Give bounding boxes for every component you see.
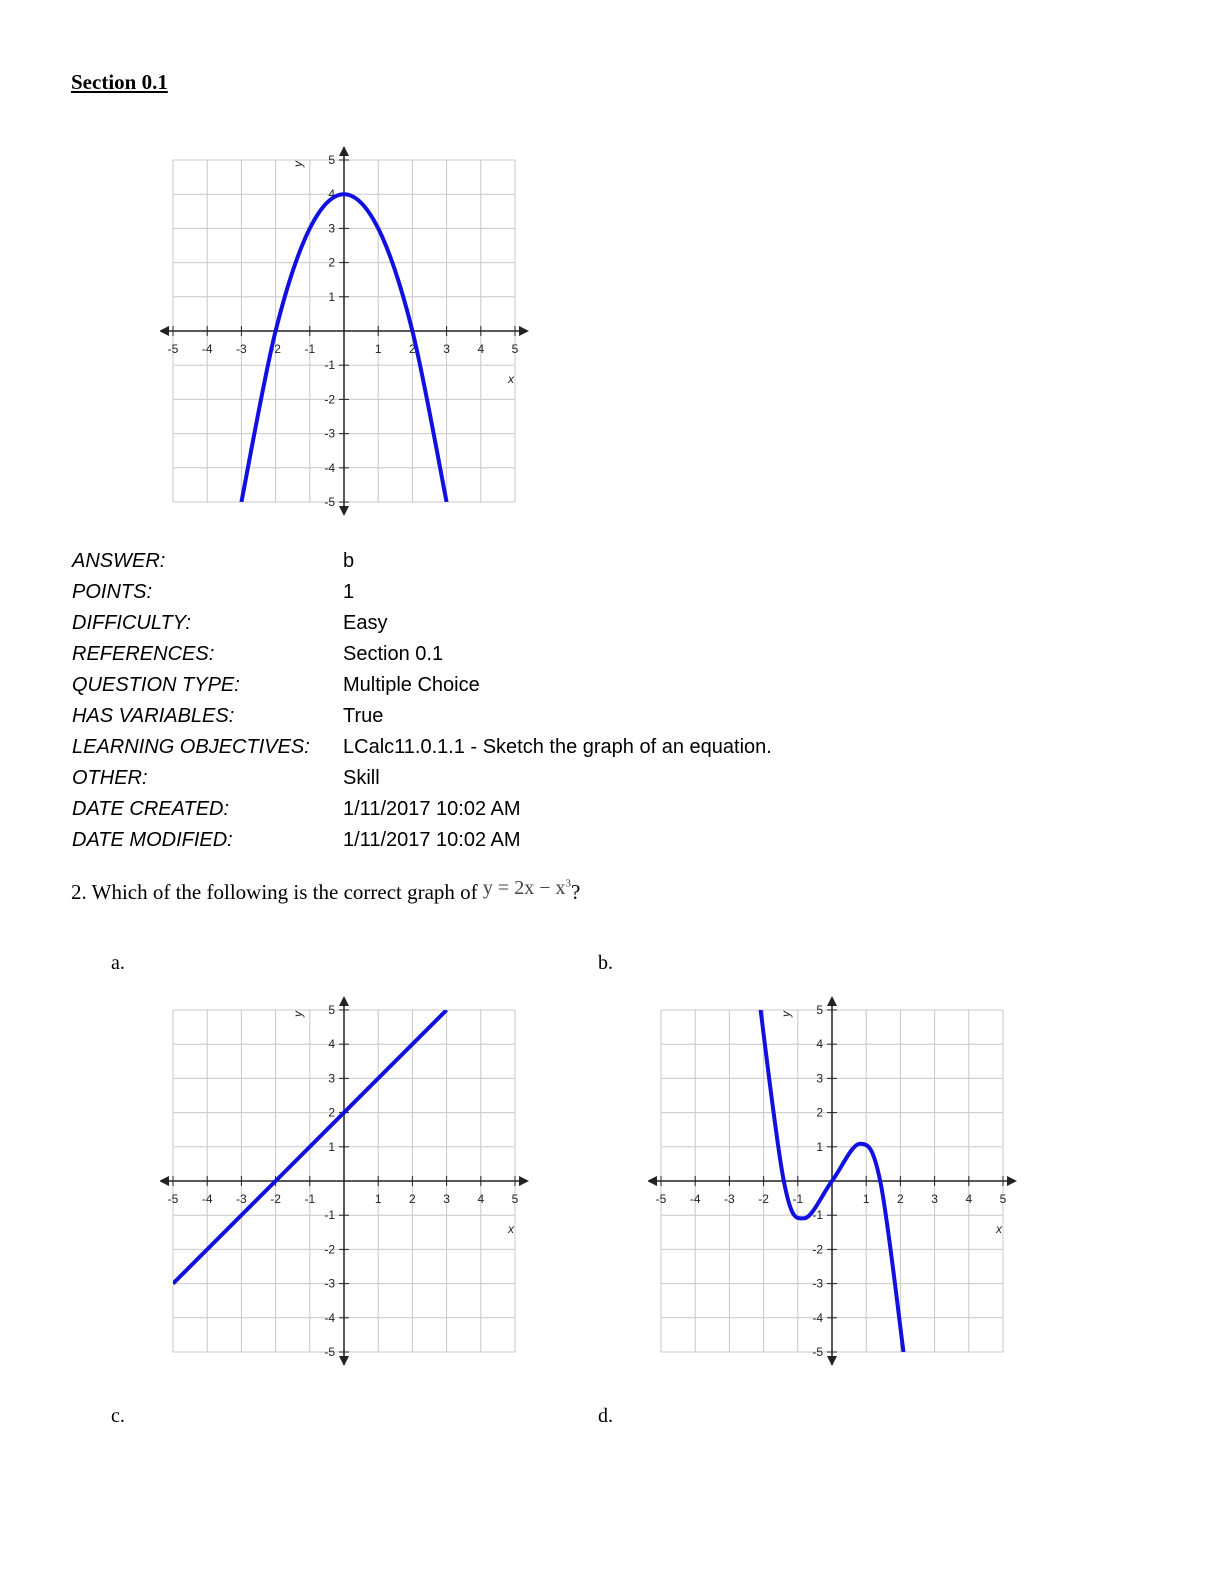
x-tick-label: 5 <box>999 1192 1007 1206</box>
y-tick-label: -4 <box>324 1310 335 1325</box>
option-c-label[interactable]: c. <box>111 1405 125 1427</box>
x-axis-arrow-right <box>1007 1176 1017 1186</box>
meta-value: 1/11/2017 10:02 AM <box>343 798 521 820</box>
y-axis-label: y <box>291 161 305 167</box>
y-axis-arrow-down <box>339 1356 349 1366</box>
option-d-label[interactable]: d. <box>598 1405 613 1427</box>
meta-value: Section 0.1 <box>343 643 444 665</box>
meta-label: REFERENCES: <box>72 643 215 665</box>
meta-row-points <box>72 581 772 612</box>
meta-label: HAS VARIABLES: <box>72 705 235 727</box>
x-tick-label: -2 <box>270 342 281 356</box>
x-tick-label: 5 <box>511 1192 519 1206</box>
x-tick-label: -1 <box>304 1192 316 1206</box>
y-tick-label: -3 <box>812 1276 823 1291</box>
graph-option-b[interactable] <box>648 992 1028 1370</box>
y-tick-label: 5 <box>328 153 335 167</box>
y-tick-label: -2 <box>324 392 335 407</box>
meta-row-answer <box>72 550 772 581</box>
meta-row-question-type <box>72 674 772 705</box>
y-tick-label: 3 <box>328 221 335 236</box>
option-a-label[interactable]: a. <box>111 952 125 974</box>
x-tick-label: -3 <box>236 342 247 356</box>
x-tick-label: 4 <box>477 342 485 356</box>
x-tick-label: -3 <box>236 1192 247 1206</box>
y-tick-label: 1 <box>328 289 335 304</box>
meta-row-learning-objectives <box>72 736 772 767</box>
y-axis-arrow-down <box>827 1356 837 1366</box>
x-axis-label: x <box>996 1222 1002 1236</box>
x-tick-label: -4 <box>689 1192 701 1206</box>
question-text <box>71 877 581 905</box>
x-tick-label: -5 <box>655 1192 667 1206</box>
meta-row-has-variables <box>72 705 772 736</box>
y-axis-arrow-up <box>339 996 349 1006</box>
section-title: Section 0.1 <box>71 70 168 94</box>
y-tick-label: 1 <box>816 1139 823 1154</box>
x-tick-label: -2 <box>270 1192 281 1206</box>
question-equation <box>483 877 571 899</box>
x-tick-label: 3 <box>931 1192 938 1206</box>
y-tick-label: -1 <box>324 1208 335 1223</box>
meta-label: DIFFICULTY: <box>72 612 191 634</box>
y-axis-label: y <box>291 1011 305 1017</box>
meta-label: DATE MODIFIED: <box>72 829 233 851</box>
x-tick-label: 2 <box>409 342 416 356</box>
meta-value: Multiple Choice <box>343 674 480 696</box>
x-tick-label: -4 <box>201 1192 213 1206</box>
x-axis-arrow-left <box>160 326 169 336</box>
x-axis-arrow-left <box>648 1176 657 1186</box>
x-tick-label: 2 <box>409 1192 416 1206</box>
metadata-table <box>72 550 772 860</box>
y-axis-arrow-up <box>827 996 837 1006</box>
y-tick-label: -2 <box>324 1242 335 1257</box>
x-tick-label: 4 <box>965 1192 973 1206</box>
y-tick-label: 2 <box>328 1105 335 1120</box>
meta-row-date-modified <box>72 829 772 860</box>
meta-label: DATE CREATED: <box>72 798 230 820</box>
y-tick-label: 2 <box>328 255 335 270</box>
y-tick-label: 3 <box>816 1071 823 1086</box>
y-tick-label: 4 <box>328 1037 335 1052</box>
y-tick-label: 2 <box>816 1105 823 1120</box>
x-tick-label: 3 <box>443 1192 450 1206</box>
option-b-label[interactable]: b. <box>598 952 613 974</box>
meta-value: b <box>343 550 355 572</box>
y-tick-label: 1 <box>328 1139 335 1154</box>
x-tick-label: 3 <box>443 342 450 356</box>
meta-row-difficulty <box>72 612 772 643</box>
graph-option-a[interactable] <box>160 992 540 1370</box>
x-tick-label: -5 <box>167 342 179 356</box>
meta-label: LEARNING OBJECTIVES: <box>72 736 310 758</box>
x-tick-label: 1 <box>374 1192 382 1206</box>
meta-value: 1 <box>343 581 355 603</box>
y-tick-label: -5 <box>324 495 335 509</box>
x-tick-label: 4 <box>477 1192 485 1206</box>
y-tick-label: -1 <box>324 358 335 373</box>
y-tick-label: -4 <box>324 460 335 475</box>
x-tick-label: -5 <box>167 1192 179 1206</box>
equation-exponent: 3 <box>565 877 571 890</box>
meta-label: OTHER: <box>72 767 148 789</box>
meta-value: True <box>343 705 384 727</box>
y-tick-label: 5 <box>328 1003 335 1017</box>
y-tick-label: -2 <box>812 1242 823 1257</box>
question-stem: 2. Which of the following is the correct graph of <box>71 880 478 904</box>
y-tick-label: -4 <box>812 1310 823 1325</box>
meta-value: LCalc11.0.1.1 - Sketch the graph of an equation. <box>343 736 772 758</box>
y-tick-label: -1 <box>812 1208 823 1223</box>
x-tick-label: 1 <box>374 342 382 356</box>
x-tick-label: 1 <box>862 1192 870 1206</box>
x-tick-label: -1 <box>304 342 316 356</box>
y-tick-label: -3 <box>324 1276 335 1291</box>
meta-row-date-created <box>72 798 772 829</box>
question-mark: ? <box>570 880 581 904</box>
y-tick-label: 5 <box>816 1003 823 1017</box>
x-axis-arrow-right <box>519 326 529 336</box>
y-tick-label: 3 <box>328 1071 335 1086</box>
x-tick-label: -2 <box>758 1192 769 1206</box>
y-tick-label: -3 <box>324 426 335 441</box>
x-axis-label: x <box>508 1222 514 1236</box>
x-tick-label: -4 <box>201 342 213 356</box>
meta-row-other <box>72 767 772 798</box>
meta-value: 1/11/2017 10:02 AM <box>343 829 521 851</box>
meta-value: Easy <box>343 612 388 634</box>
y-tick-label: -5 <box>324 1345 335 1359</box>
x-tick-label: 2 <box>897 1192 904 1206</box>
y-axis-arrow-up <box>339 146 349 156</box>
meta-row-references <box>72 643 772 674</box>
x-axis-arrow-left <box>160 1176 169 1186</box>
x-tick-label: 5 <box>511 342 519 356</box>
y-tick-label: 4 <box>816 1037 823 1052</box>
cubic-curve <box>757 992 904 1352</box>
graph-top <box>160 142 540 520</box>
equation-main: y = 2x − x <box>482 877 566 899</box>
x-tick-label: -3 <box>724 1192 735 1206</box>
y-tick-label: -5 <box>812 1345 823 1359</box>
meta-label: ANSWER: <box>72 550 166 572</box>
y-axis-label: y <box>779 1011 793 1017</box>
x-tick-label: -1 <box>792 1192 804 1206</box>
y-tick-label: 4 <box>328 187 335 202</box>
x-axis-arrow-right <box>519 1176 529 1186</box>
y-axis-arrow-down <box>339 506 349 516</box>
meta-label: POINTS: <box>72 581 153 603</box>
x-axis-label: x <box>508 372 514 386</box>
meta-value: Skill <box>343 767 380 789</box>
meta-label: QUESTION TYPE: <box>72 674 240 696</box>
